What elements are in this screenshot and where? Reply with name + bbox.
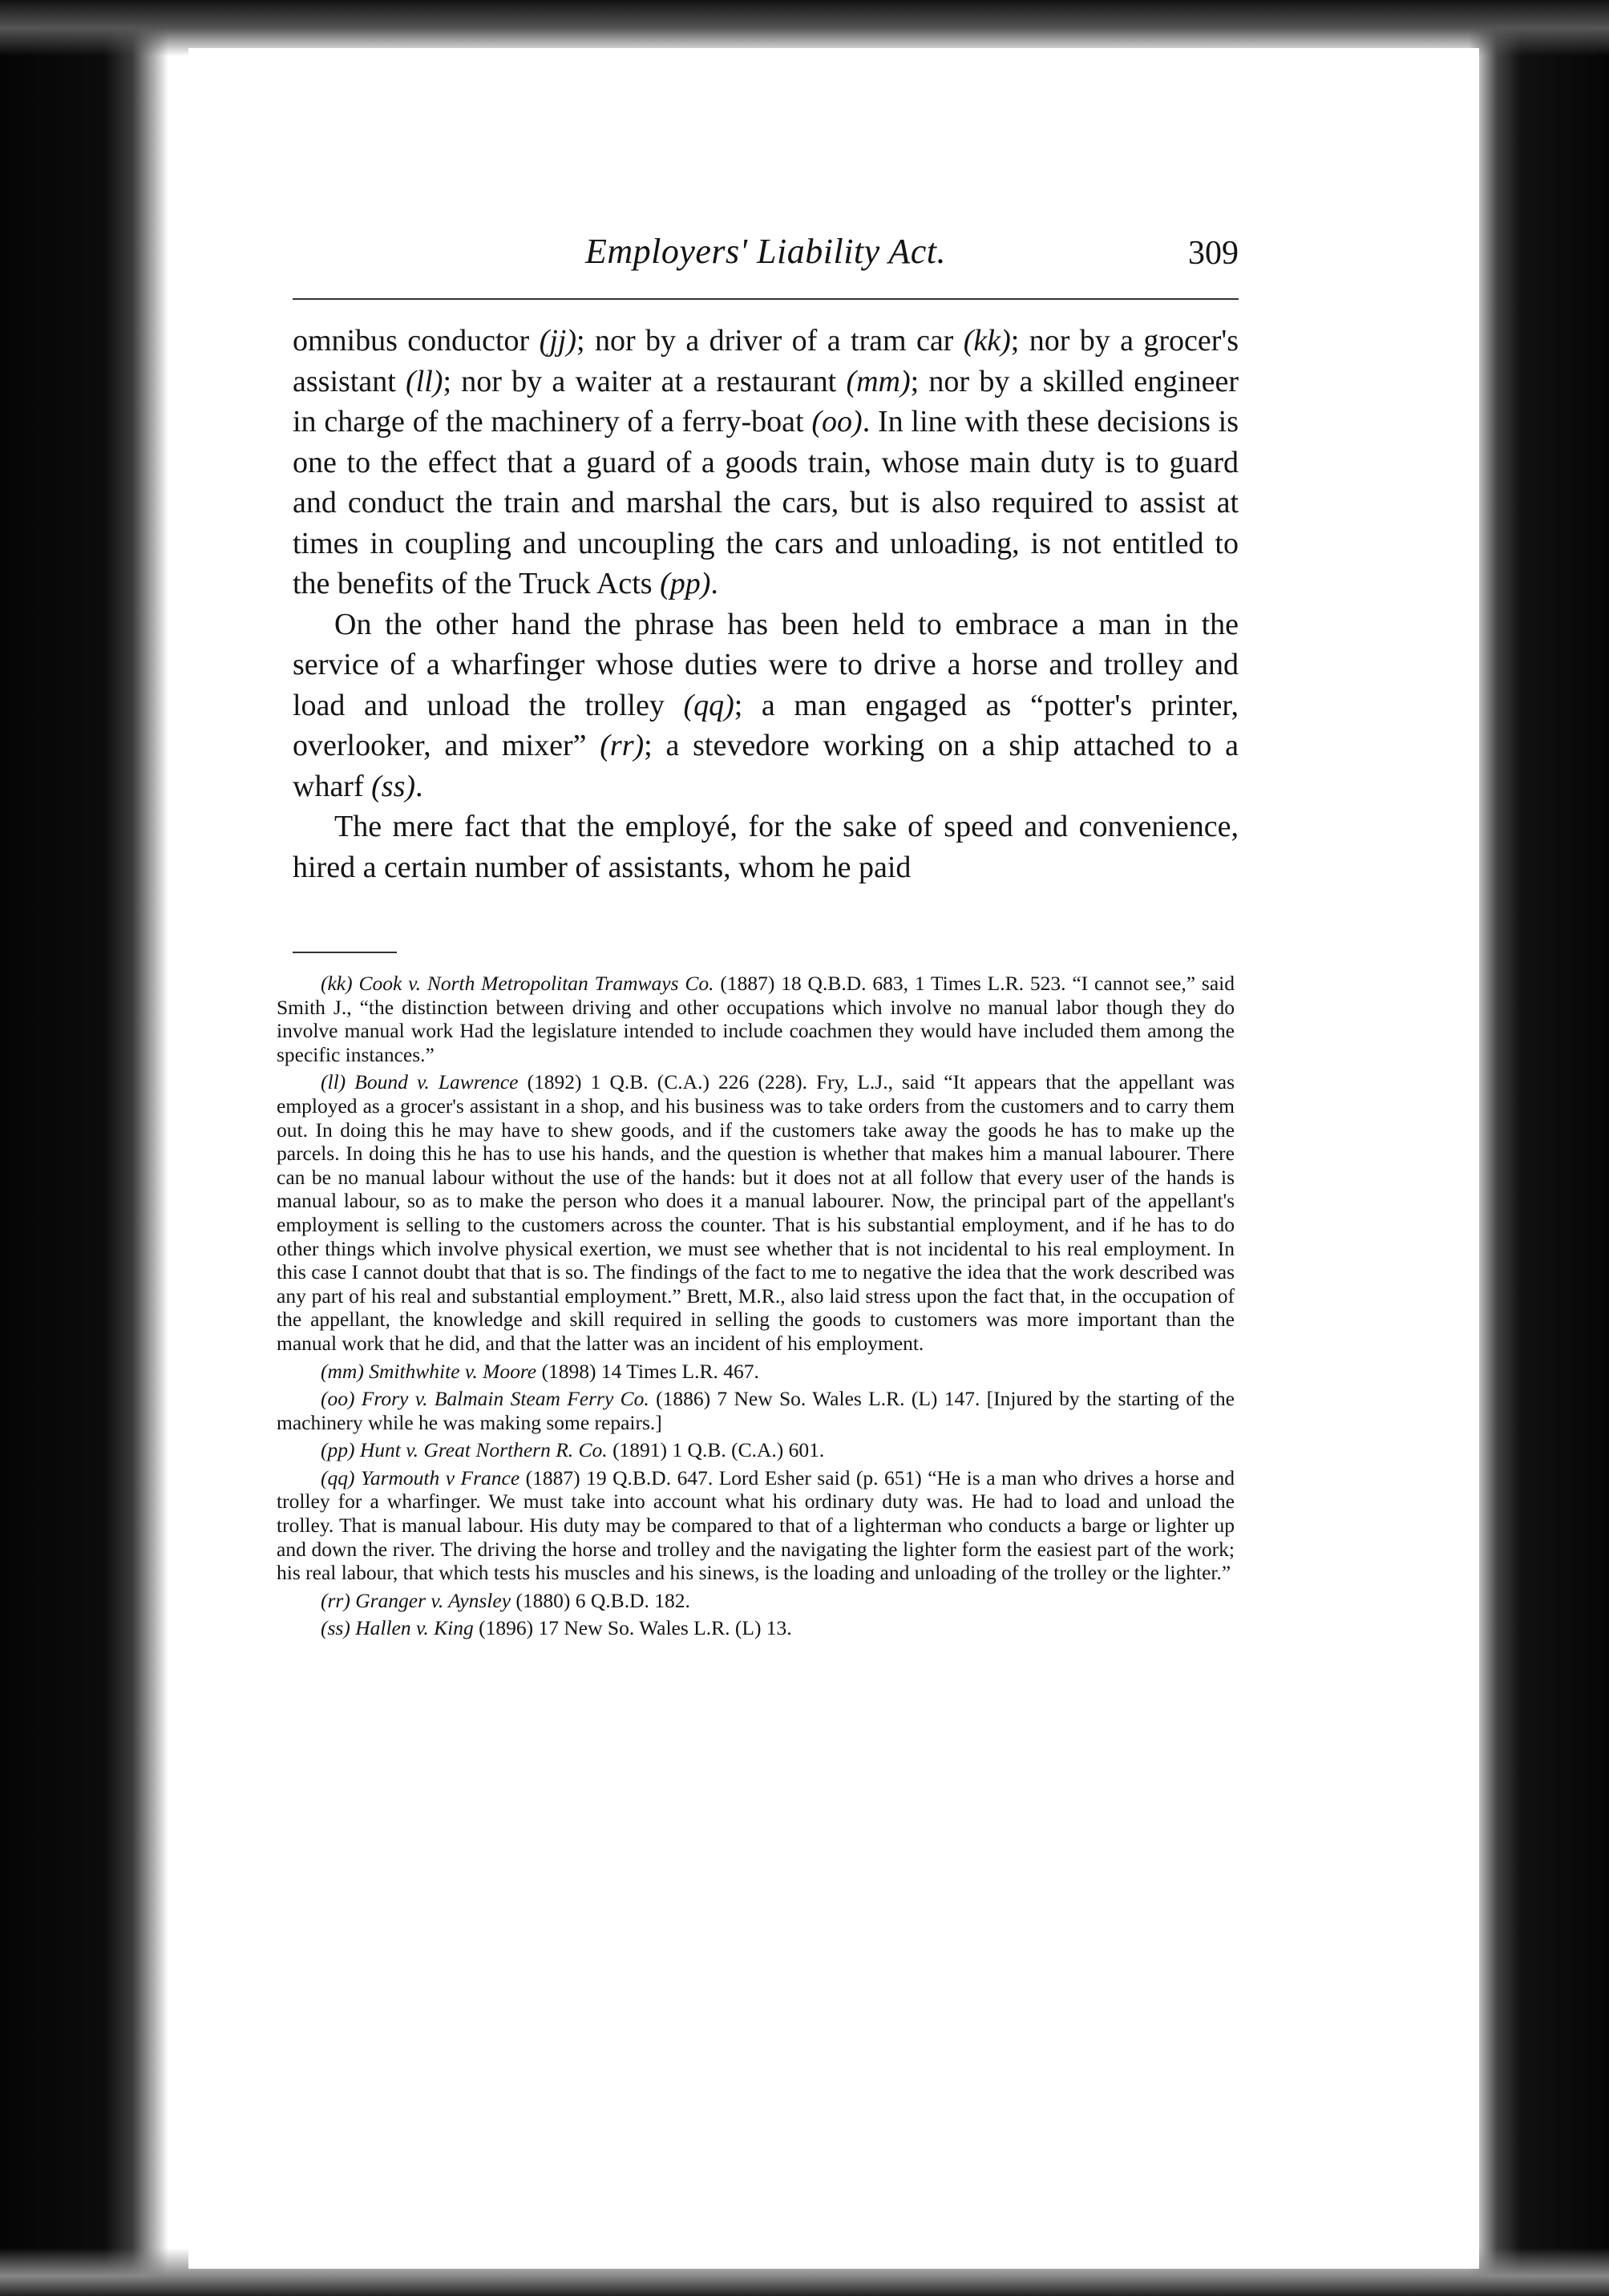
footnote-text: (1896) 17 New So. Wales L.R. (L) 13. — [473, 1616, 792, 1640]
body-text — [293, 321, 1239, 887]
paragraph-2 — [293, 604, 1239, 807]
text-run: . In line with these decisions is one to the effect that a guard of a goods train, whose main duty is to guard and conduct the train and marshal the cars, but is also required to assist at times in coupling and uncoupling the cars and unloading, is not entitled to the benefits of the Truck Acts — [293, 405, 1239, 600]
text-run: ; nor by a grocer's assistant — [293, 324, 1239, 398]
footnote-text: (1887) 18 Q.B.D. 683, 1 Times L.R. 523. “I cannot see,” said Smith J., “the distinction between driving and other occupations which involve no manual labor though they do involve manual work Had the legislature intended to include coachmen they would have included them among the specific instances.” — [277, 972, 1235, 1066]
footnote-mark: (rr) — [321, 1588, 350, 1612]
footnote-ll — [277, 1070, 1235, 1355]
case-name: Frory v. Balmain Steam Ferry Co. — [361, 1387, 649, 1411]
text-run: The mere fact that the employé, for the sake of speed and convenience, hired a certain number of assistants, whom he paid — [293, 810, 1239, 884]
text-run: ; a stevedore working on a ship attached to a wharf — [293, 729, 1239, 803]
footnote-text: (1892) 1 Q.B. (C.A.) 226 (228). Fry, L.J., said “It appears that the appellant was employed as a grocer's assistant in a shop, and his business was to take orders from the customers and to carry them out. In doing this he may have to shew goods, and if the customers take away the goods he has to make up the parcels. In doing this he has to use his hands, and the question is whether that makes him a manual labourer. There can be no manual labour without the use of the hands: but it does not at all follow that every user of the hands is manual labour, so as to make the person who does it a manual labourer. Now, the principal part of the appellant's employment is selling to the customers across the counter. That is his substantial employment, and if he has to do other things which involve physical exertion, we must see whether that is not incidental to his real employment. In this case I cannot doubt that that is so. The findings of the fact to me to negative the idea that the work described was any part of his real and substantial employment.” Brett, M.R., also laid stress upon the fact that, in the occupation of the appellant, the knowledge and skill required in selling the goods to customers was more important than the manual work that he did, and that the latter was an incident of his employment. — [277, 1070, 1235, 1355]
scan-shadow-left — [0, 0, 168, 2296]
text-run: . — [710, 567, 718, 600]
footnote-ss — [277, 1616, 1235, 1640]
case-name: Hunt v. Great Northern R. Co. — [359, 1438, 608, 1462]
case-name: Yarmouth v France — [360, 1465, 520, 1490]
text-run: . — [415, 769, 423, 803]
text-run: omnibus conductor — [293, 324, 540, 358]
page-header — [293, 231, 1239, 287]
footnote-rr — [277, 1589, 1235, 1613]
footnote-ref-oo: (oo) — [811, 405, 863, 439]
footnote-rule — [293, 952, 397, 953]
footnote-kk — [277, 972, 1235, 1066]
footnote-mm — [277, 1360, 1235, 1384]
footnote-ref-ll: (ll) — [406, 364, 443, 398]
footnote-oo — [277, 1387, 1235, 1434]
case-name: Bound v. Lawrence — [354, 1070, 519, 1094]
running-title: Employers' Liability Act. — [584, 232, 947, 271]
footnote-ref-rr: (rr) — [600, 729, 645, 762]
text-run: ; nor by a driver of a tram car — [576, 324, 964, 358]
footnote-text: (1887) 19 Q.B.D. 647. Lord Esher said (p. 651) “He is a man who drives a horse and trolley for a wharfinger. We must take into account what his ordinary duty was. He had to load and unload the trolley. That is manual labour. His duty may be compared to that of a lighterman who conducts a barge or lighter up and down the river. The driving the horse and trolley and the navigating the lighter form the easiest part of the work; his real labour, that which tests his muscles and his sinews, is the loading and unloading of the trolley or the lighter.” — [277, 1465, 1235, 1585]
footnote-mark: (oo) — [321, 1387, 355, 1411]
page-number: 309 — [1188, 235, 1239, 272]
case-name: Cook v. North Metropolitan Tramways Co. — [358, 972, 714, 995]
footnote-mark: (kk) — [321, 972, 353, 995]
case-name: Smithwhite v. Moore — [369, 1359, 537, 1383]
footnote-ref-jj: (jj) — [539, 324, 577, 358]
scan-shadow-right — [1469, 0, 1609, 2296]
text-run: ; a man engaged as “potter's printer, overlooker, and mixer” — [293, 688, 1239, 762]
text-run: ; nor by a skilled engineer in charge of the machinery of a ferry-boat — [293, 364, 1239, 439]
text-run: On the other hand the phrase has been held to embrace a man in the service of a wharfinger whose duties were to drive a horse and trolley and load and unload the trolley — [293, 607, 1239, 722]
footnotes — [277, 972, 1235, 1644]
footnote-text: (1891) 1 Q.B. (C.A.) 601. — [607, 1438, 825, 1462]
footnote-ref-qq: (qq) — [683, 688, 734, 722]
footnote-qq — [277, 1466, 1235, 1585]
footnote-ref-ss: (ss) — [371, 769, 416, 803]
case-name: Granger v. Aynsley — [355, 1588, 511, 1612]
footnote-text: (1898) 14 Times L.R. 467. — [536, 1359, 759, 1383]
paragraph-1 — [293, 321, 1239, 604]
footnote-ref-mm: (mm) — [846, 364, 911, 398]
footnote-mark: (qq) — [321, 1465, 355, 1490]
footnote-ref-kk: (kk) — [963, 324, 1011, 358]
footnote-mark: (ss) — [321, 1616, 350, 1640]
text-run: ; nor by a waiter at a restaurant — [443, 364, 847, 398]
case-name: Hallen v. King — [355, 1616, 474, 1640]
footnote-text: (1880) 6 Q.B.D. 182. — [511, 1588, 690, 1612]
footnote-pp — [277, 1438, 1235, 1462]
paragraph-3 — [293, 806, 1239, 887]
footnote-ref-pp: (pp) — [660, 567, 711, 600]
footnote-text: (1886) 7 New So. Wales L.R. (L) 147. [Injured by the starting of the machinery while he was making some repairs.] — [277, 1387, 1235, 1434]
footnote-mark: (mm) — [321, 1359, 364, 1383]
footnote-mark: (ll) — [321, 1070, 346, 1094]
footnote-mark: (pp) — [321, 1438, 355, 1462]
header-rule — [293, 298, 1239, 300]
